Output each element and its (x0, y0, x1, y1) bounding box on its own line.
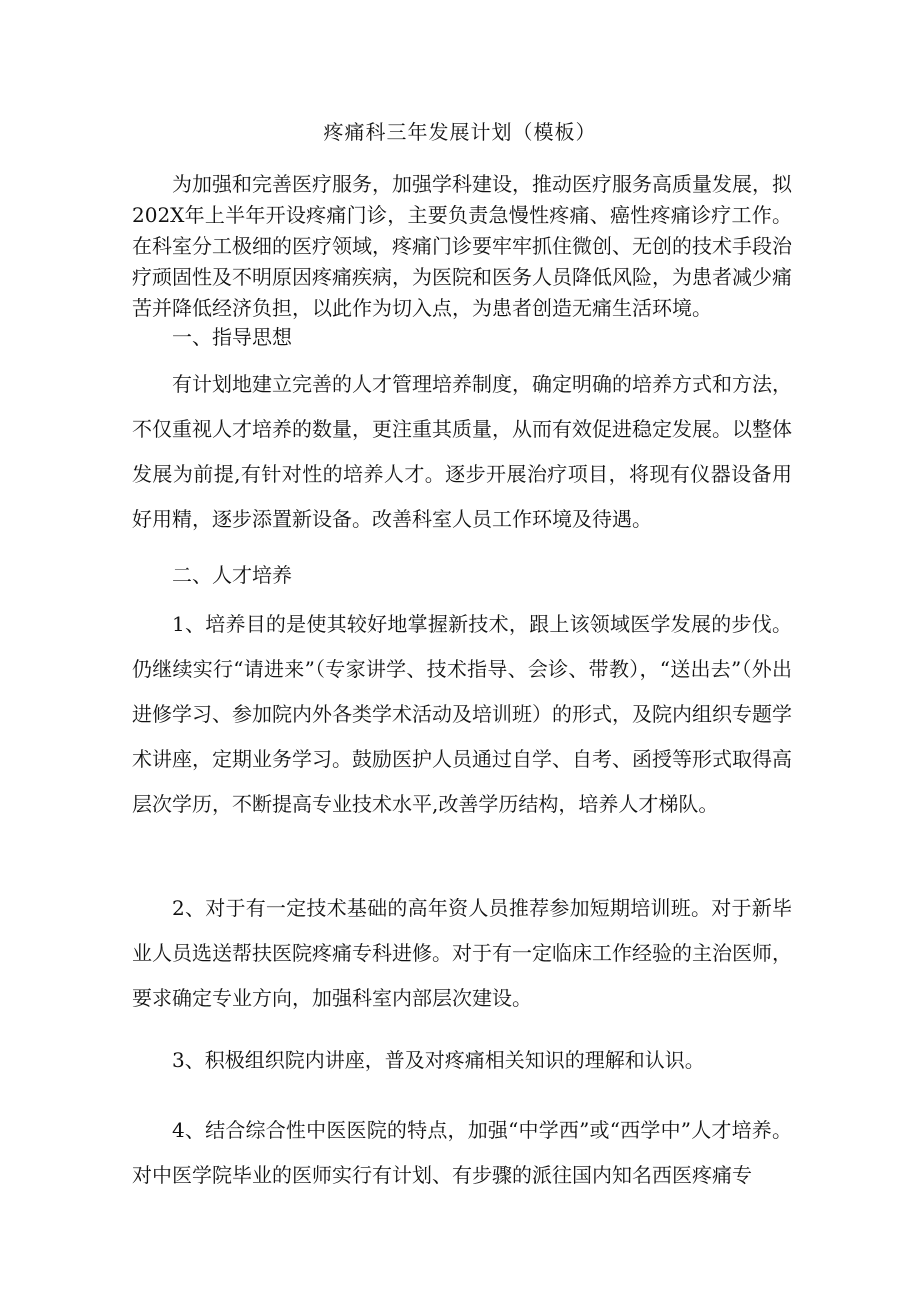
document-title: 疼痛科三年发展计划（模板） (323, 120, 597, 144)
talent-item-3: 3、积极组织院内讲座，普及对疼痛相关知识的理解和认识。 (172, 1048, 705, 1072)
talent-item-1: 1、培养目的是使其较好地掌握新技术，跟上该领域医学发展的步伐。仍继续实行“请进来”（专家讲学、技术指导、会诊、带教），“送出去”（外出进修学习、参加院内外各类学术活动及培训班）的形式，及院内组织专题学术讲座，定期业务学习。鼓励医护人员通过自学、自考、函授等形式取得高层次学历，不断提高专业技术水平,改善学历结构，培养人才梯队。 (132, 612, 792, 816)
section-body-guiding-ideology: 有计划地建立完善的人才管理培养制度，确定明确的培养方式和方法，不仅重视人才培养的数量，更注重其质量，从而有效促进稳定发展。以整体发展为前提,有针对性的培养人才。逐步开展治疗项目，将现有仪器设备用好用精，逐步添置新设备。改善科室人员工作环境及待遇。 (132, 372, 792, 531)
intro-paragraph: 为加强和完善医疗服务，加强学科建设，推动医疗服务高质量发展，拟202X年上半年开设疼痛门诊，主要负责急慢性疼痛、癌性疼痛诊疗工作。在科室分工极细的医疗领域，疼痛门诊要牢牢抓住微创、无创的技术手段治疗顽固性及不明原因疼痛疾病，为医院和医务人员降低风险，为患者减少痛苦并降低经济负担，以此作为切入点，为患者创造无痛生活环境。 (132, 172, 792, 320)
section-heading-guiding-ideology: 一、指导思想 (172, 325, 292, 349)
section-heading-talent-training: 二、人才培养 (172, 563, 292, 587)
talent-item-4: 4、结合综合性中医医院的特点，加强“中学西”或“西学中”人才培养。对中医学院毕业的医师实行有计划、有步骤的派往国内知名西医疼痛专 (132, 1118, 792, 1187)
talent-item-2: 2、对于有一定技术基础的高年资人员推荐参加短期培训班。对于新毕业人员选送帮扶医院疼痛专科进修。对于有一定临床工作经验的主治医师，要求确定专业方向，加强科室内部层次建设。 (132, 896, 792, 1010)
